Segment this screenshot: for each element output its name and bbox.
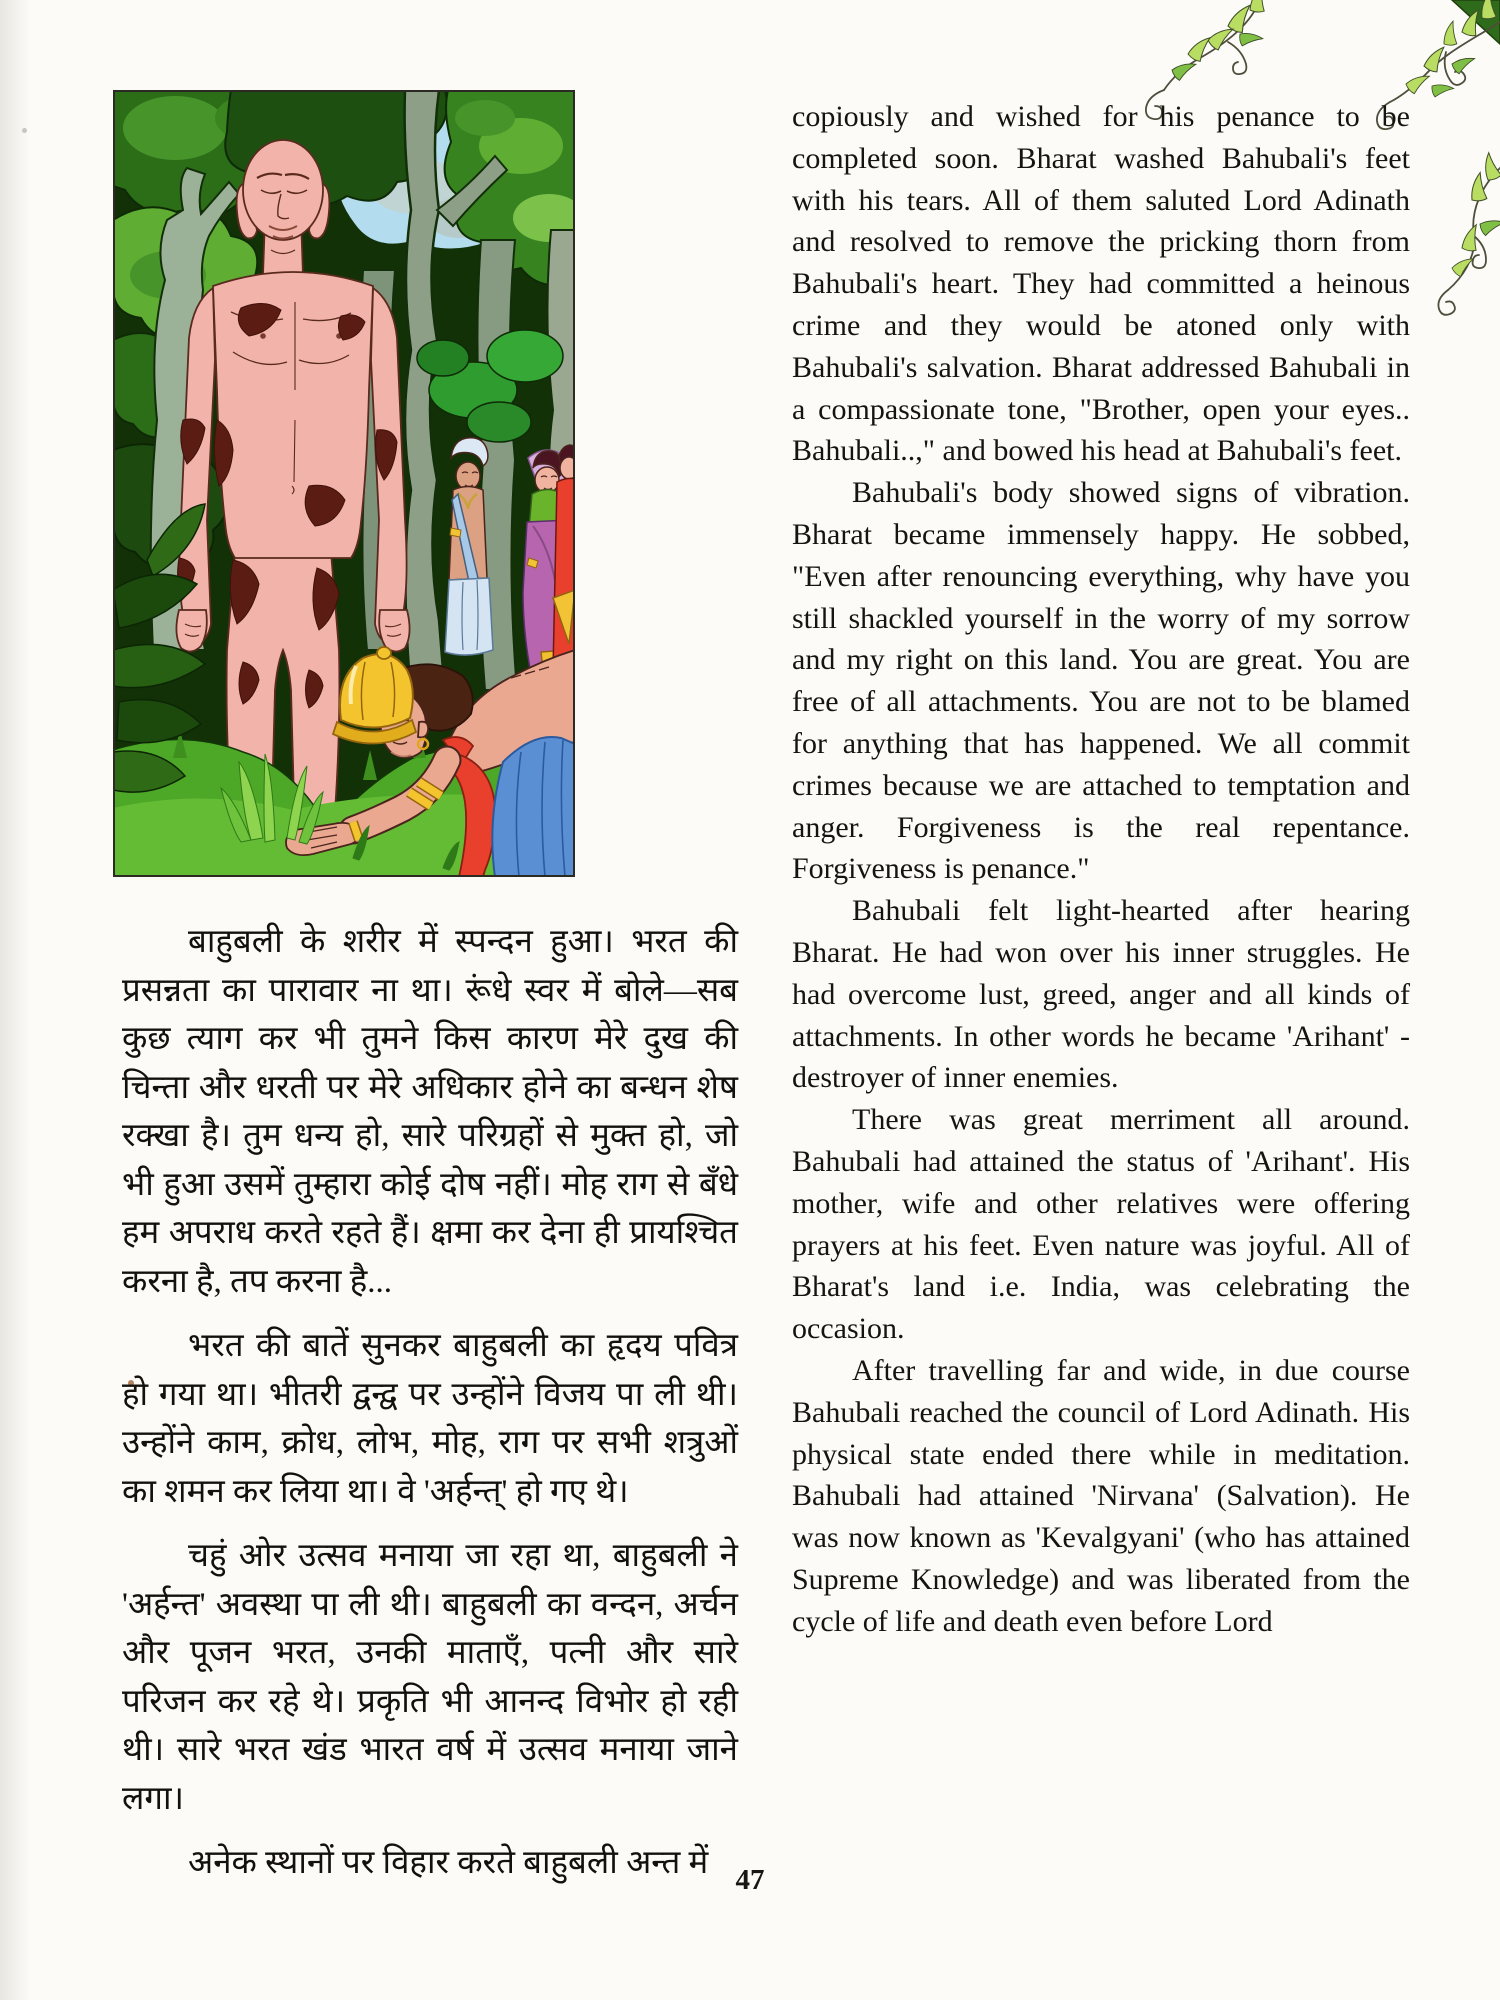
scan-edge-shade — [0, 0, 30, 2000]
english-paragraph: There was great merriment all around. Bahubali had attained the status of 'Arihant'. His mother, wife and other relatives were offering prayers at his feet. Even nature was joyful. All of Bharat's land i.e. India, was celebrating the occasion. — [792, 1103, 1410, 1346]
hindi-paragraph: भरत की बातें सुनकर बाहुबली का हृदय पवित्र हो गया था। भीतरी द्वन्द्व पर उन्होंने विजय पा ली थी। उन्होंने काम, क्रोध, लोभ, मोह, राग पर सभी शत्रुओं का शमन कर लिया था। वे 'अर्हन्त्' हो गए थे। — [122, 1328, 738, 1510]
english-paragraph: After travelling far and wide, in due course Bahubali reached the council of Lord Adinath. His physical state ended there while in meditation. Bahubali had attained 'Nirvana' (Salvation). He was now known as 'Kevalgyani' (who has attained Supreme Knowledge) and was liberated from the cycle of life and death even before Lord — [792, 1353, 1410, 1638]
vine-right-edge — [1438, 153, 1500, 315]
page-number: 47 — [735, 1864, 765, 1896]
english-paragraph: copiously and wished for his penance to be completed soon. Bharat washed Bahubali's feet with his tears. All of them saluted Lord Adinath and resolved to remove the pricking thorn from Bahubali's heart. They had committed a heinous crime and they would be atoned only with Bahubali's salvation. Bharat addressed Bahubali in a compassionate tone, "Brother, open your eyes.. Bahubali..," and bowed his head at Bahubali's feet. — [792, 100, 1410, 468]
hindi-paragraph: चहुं ओर उत्सव मनाया जा रहा था, बाहुबली ने 'अर्हन्त' अवस्था पा ली थी। बाहुबली का वन्दन, अर्चन और पूजन भरत, उनकी माताएँ, पत्नी और सारे परिजन कर रहे थे। प्रकृति भी आनन्द विभोर हो रही थी। सारे भरत खंड भारत वर्ष में उत्सव मनाया जाने लगा। — [122, 1538, 738, 1817]
scan-speck — [22, 128, 27, 133]
english-text-column — [792, 96, 1410, 1642]
hindi-paragraph: अनेक स्थानों पर विहार करते बाहुबली अन्त में — [188, 1845, 709, 1881]
story-illustration — [113, 90, 575, 877]
hindi-text-column — [122, 918, 738, 1904]
english-paragraph: Bahubali felt light-hearted after hearing Bharat. He had won over his inner struggles. He had overcome lust, greed, anger and all kinds of attachments. In other words he became 'Arihant' - destroyer of inner enemies. — [792, 894, 1410, 1095]
hindi-paragraph: बाहुबली के शरीर में स्पन्दन हुआ। भरत की प्रसन्नता का पारावार ना था। रूंधे स्वर में बोले—सब कुछ त्याग कर भी तुमने किस कारण मेरे दुख की चिन्ता और धरती पर मेरे अधिकार होने का बन्धन शेष रक्खा है। तुम धन्य हो, सारे परिग्रहों से मुक्त हो, जो भी हुआ उसमें तुम्हारा कोई दोष नहीं। मोह राग से बँधे हम अपराध करते रहते हैं। क्षमा कर देना ही प्रायश्चित करना है, तप करना है... — [122, 924, 738, 1300]
english-paragraph: Bahubali's body showed signs of vibration. Bharat became immensely happy. He sobbed, "Even after renouncing everything, why have you still shackled yourself in the worry of my sorrow and my right on this land. You are great. You are free of all attachments. You are not to be blamed for anything that has happened. We all commit crimes because we are attached to temptation and anger. Forgiveness is the real repentance. Forgiveness is penance." — [792, 476, 1410, 886]
